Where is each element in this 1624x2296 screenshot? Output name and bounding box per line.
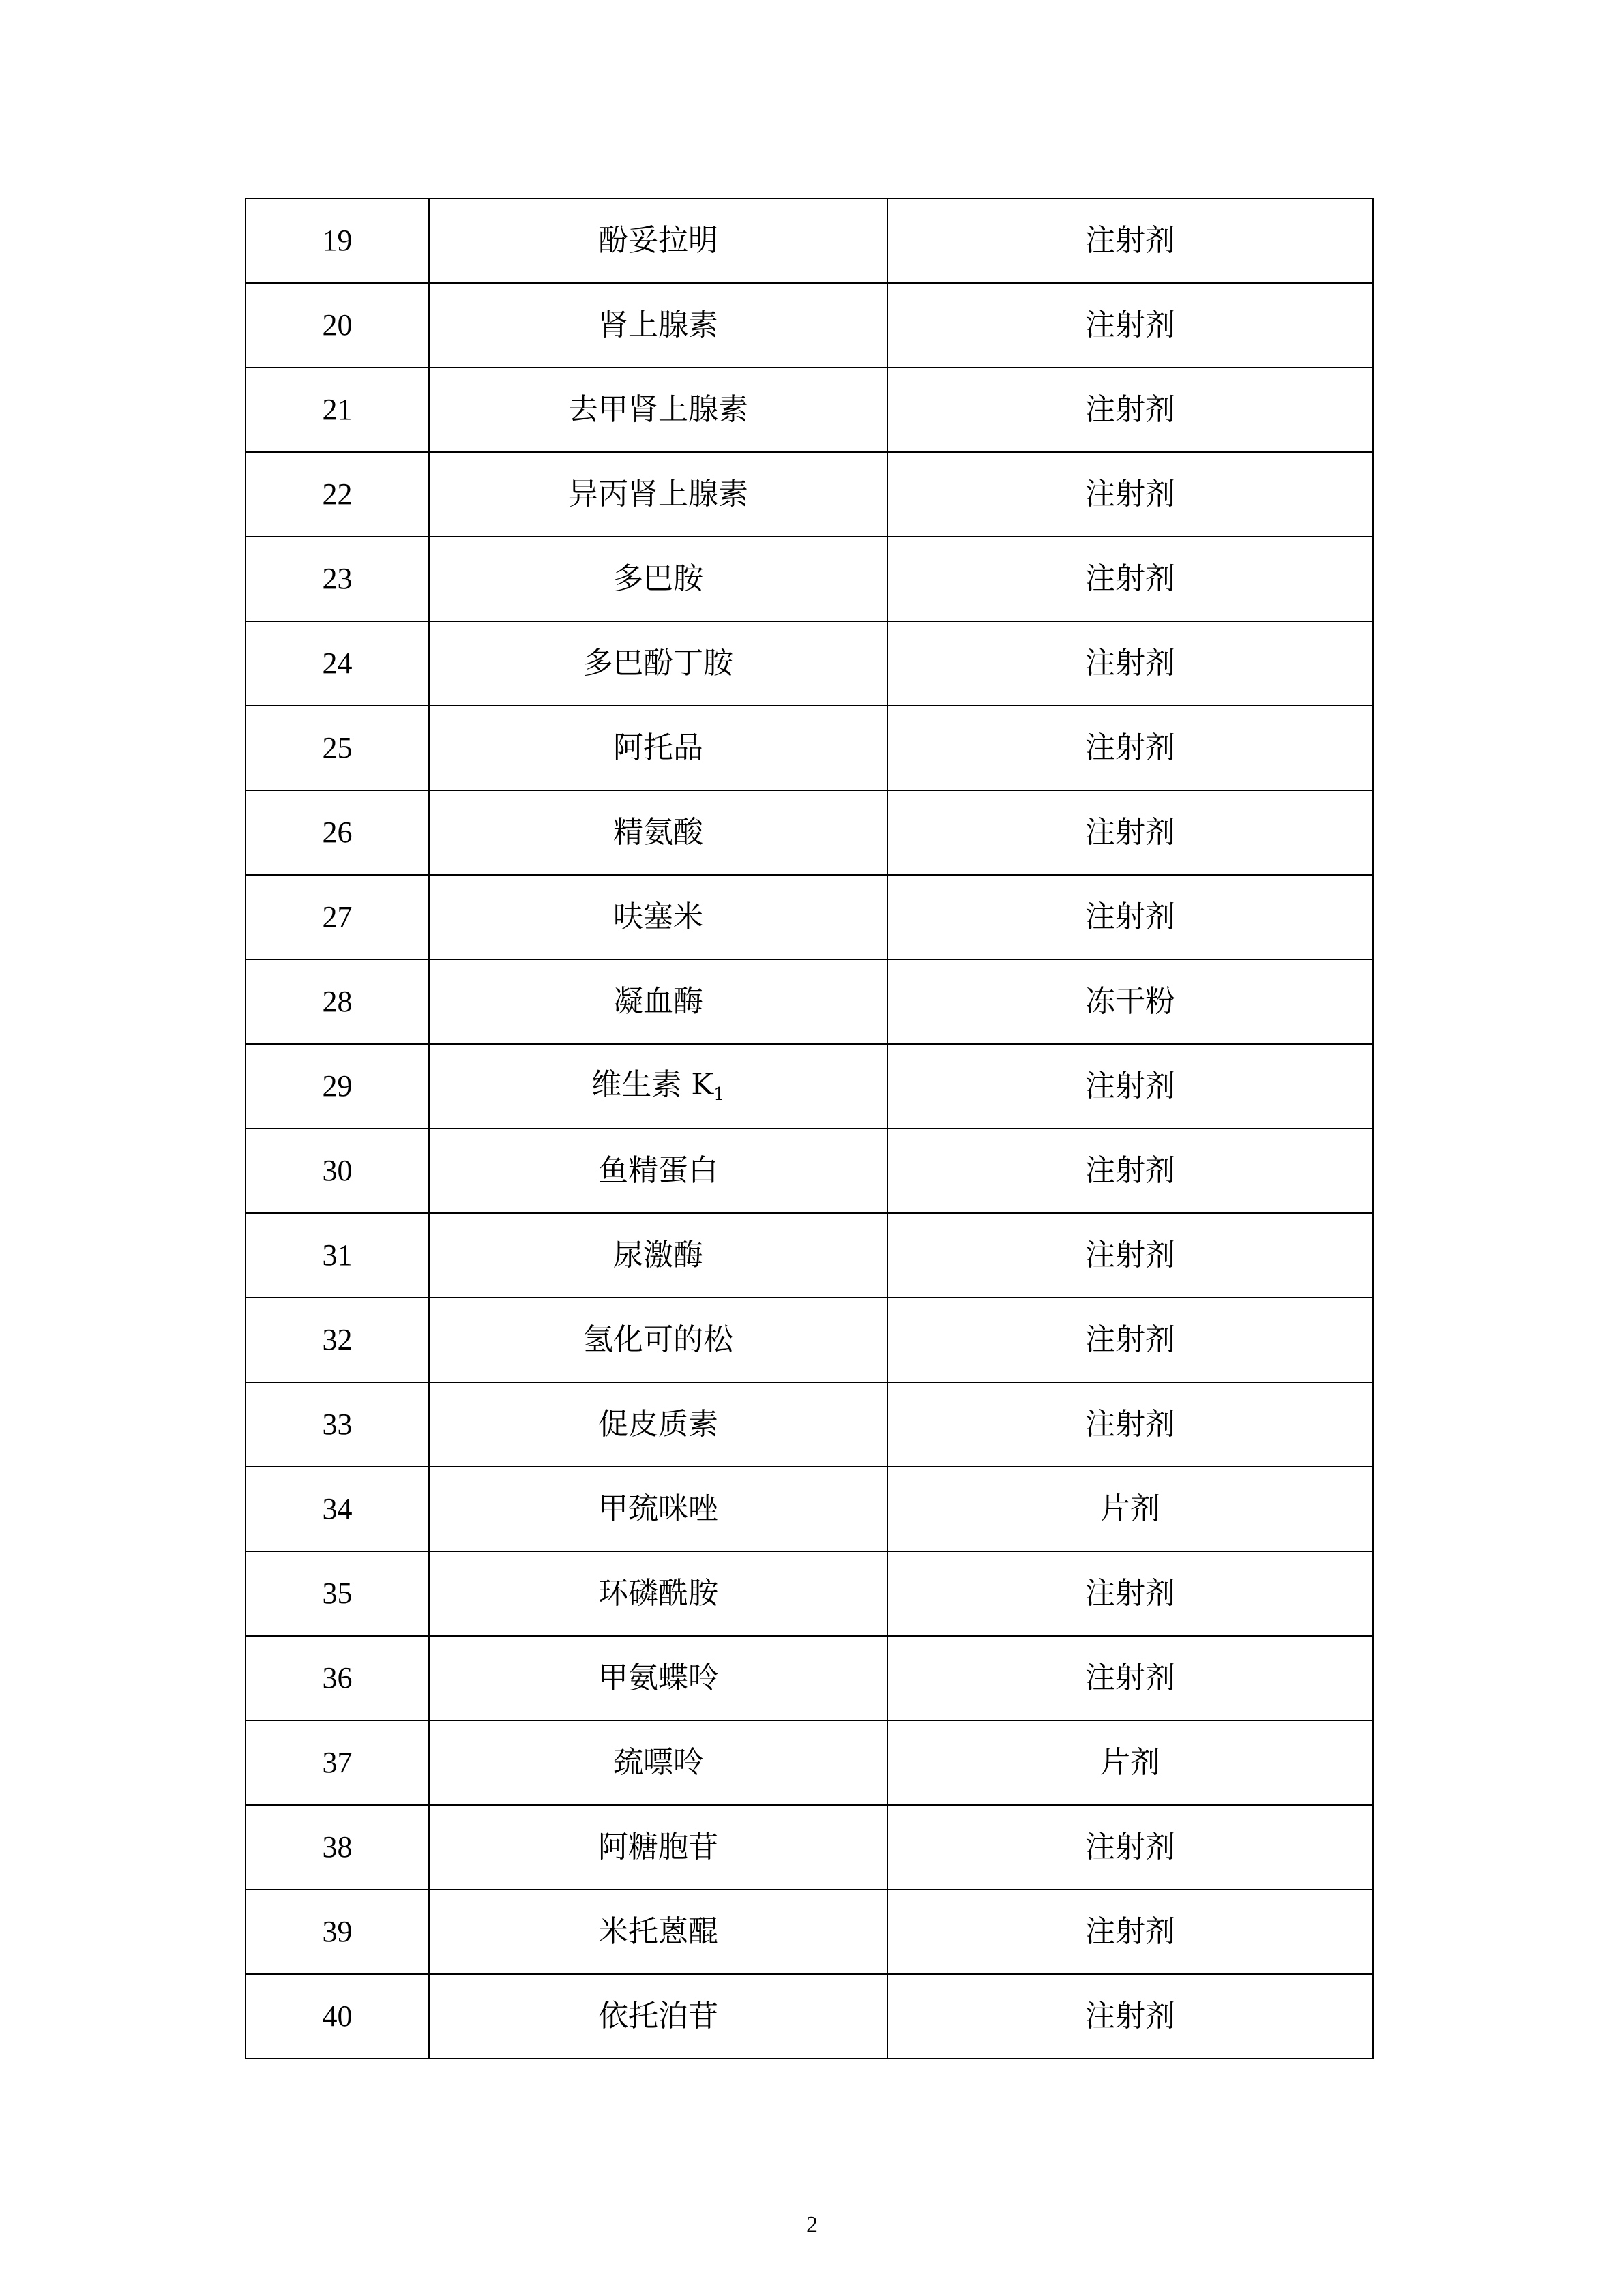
dosage-form: 注射剂 (887, 368, 1373, 452)
dosage-form: 注射剂 (887, 1044, 1373, 1129)
table-row (246, 706, 1373, 790)
dosage-form: 注射剂 (887, 706, 1373, 790)
row-number: 36 (246, 1636, 429, 1720)
row-number: 32 (246, 1298, 429, 1382)
table-body (246, 198, 1373, 2059)
row-number: 22 (246, 452, 429, 537)
table-row (246, 198, 1373, 283)
drug-name-text: 维生素 K (591, 1067, 714, 1102)
dosage-form: 注射剂 (887, 1805, 1373, 1890)
row-number: 33 (246, 1382, 429, 1467)
row-number: 35 (246, 1551, 429, 1636)
drug-name: 依托泊苷 (429, 1974, 887, 2059)
dosage-form: 注射剂 (887, 1636, 1373, 1720)
row-number: 30 (246, 1129, 429, 1213)
drug-name: 阿糖胞苷 (429, 1805, 887, 1890)
row-number: 25 (246, 706, 429, 790)
drug-name: 米托蒽醌 (429, 1890, 887, 1974)
table-row (246, 537, 1373, 621)
table-row (246, 1720, 1373, 1805)
drug-name: 精氨酸 (429, 790, 887, 875)
drug-name: 酚妥拉明 (429, 198, 887, 283)
dosage-form: 片剂 (887, 1467, 1373, 1551)
dosage-form: 冻干粉 (887, 959, 1373, 1044)
dosage-form: 注射剂 (887, 875, 1373, 959)
dosage-form: 注射剂 (887, 790, 1373, 875)
drug-name: 促皮质素 (429, 1382, 887, 1467)
row-number: 38 (246, 1805, 429, 1890)
row-number: 29 (246, 1044, 429, 1129)
drug-name: 肾上腺素 (429, 283, 887, 368)
table-row (246, 283, 1373, 368)
dosage-form: 注射剂 (887, 1551, 1373, 1636)
drug-name-subscript: 1 (713, 1084, 725, 1105)
drug-name: 环磷酰胺 (429, 1551, 887, 1636)
drug-name: 去甲肾上腺素 (429, 368, 887, 452)
table-row (246, 1467, 1373, 1551)
table-row (246, 790, 1373, 875)
drug-name: 阿托品 (429, 706, 887, 790)
drug-name: 异丙肾上腺素 (429, 452, 887, 537)
row-number: 40 (246, 1974, 429, 2059)
row-number: 21 (246, 368, 429, 452)
row-number: 27 (246, 875, 429, 959)
table-row (246, 1129, 1373, 1213)
dosage-form: 注射剂 (887, 1974, 1373, 2059)
page-number: 2 (806, 2212, 818, 2237)
table-row (246, 1974, 1373, 2059)
dosage-form: 注射剂 (887, 1129, 1373, 1213)
dosage-form: 注射剂 (887, 621, 1373, 706)
row-number: 34 (246, 1467, 429, 1551)
dosage-form: 注射剂 (887, 1298, 1373, 1382)
row-number: 31 (246, 1213, 429, 1298)
drug-name: 呋塞米 (429, 875, 887, 959)
drug-name: 氢化可的松 (429, 1298, 887, 1382)
row-number: 37 (246, 1720, 429, 1805)
table-row (246, 1298, 1373, 1382)
drug-name: 多巴酚丁胺 (429, 621, 887, 706)
drug-table (245, 198, 1374, 2059)
table-row (246, 1382, 1373, 1467)
table-row (246, 1044, 1373, 1129)
row-number: 39 (246, 1890, 429, 1974)
row-number: 28 (246, 959, 429, 1044)
table-row (246, 959, 1373, 1044)
dosage-form: 注射剂 (887, 1890, 1373, 1974)
table-row (246, 1551, 1373, 1636)
table-row (246, 1213, 1373, 1298)
dosage-form: 注射剂 (887, 283, 1373, 368)
table-row (246, 621, 1373, 706)
table-row (246, 1636, 1373, 1720)
dosage-form: 注射剂 (887, 1213, 1373, 1298)
table-row (246, 1890, 1373, 1974)
row-number: 19 (246, 198, 429, 283)
dosage-form: 注射剂 (887, 198, 1373, 283)
table-row (246, 1805, 1373, 1890)
drug-name: 凝血酶 (429, 959, 887, 1044)
dosage-form: 注射剂 (887, 452, 1373, 537)
drug-name: 甲氨蝶呤 (429, 1636, 887, 1720)
table-row (246, 368, 1373, 452)
table-row (246, 452, 1373, 537)
row-number: 26 (246, 790, 429, 875)
dosage-form: 注射剂 (887, 1382, 1373, 1467)
dosage-form: 片剂 (887, 1720, 1373, 1805)
row-number: 20 (246, 283, 429, 368)
drug-name: 多巴胺 (429, 537, 887, 621)
drug-name: 巯嘌呤 (429, 1720, 887, 1805)
drug-name: 甲巯咪唑 (429, 1467, 887, 1551)
dosage-form: 注射剂 (887, 537, 1373, 621)
table-row (246, 875, 1373, 959)
drug-name: 尿激酶 (429, 1213, 887, 1298)
row-number: 23 (246, 537, 429, 621)
drug-name (429, 1044, 887, 1129)
drug-name: 鱼精蛋白 (429, 1129, 887, 1213)
row-number: 24 (246, 621, 429, 706)
